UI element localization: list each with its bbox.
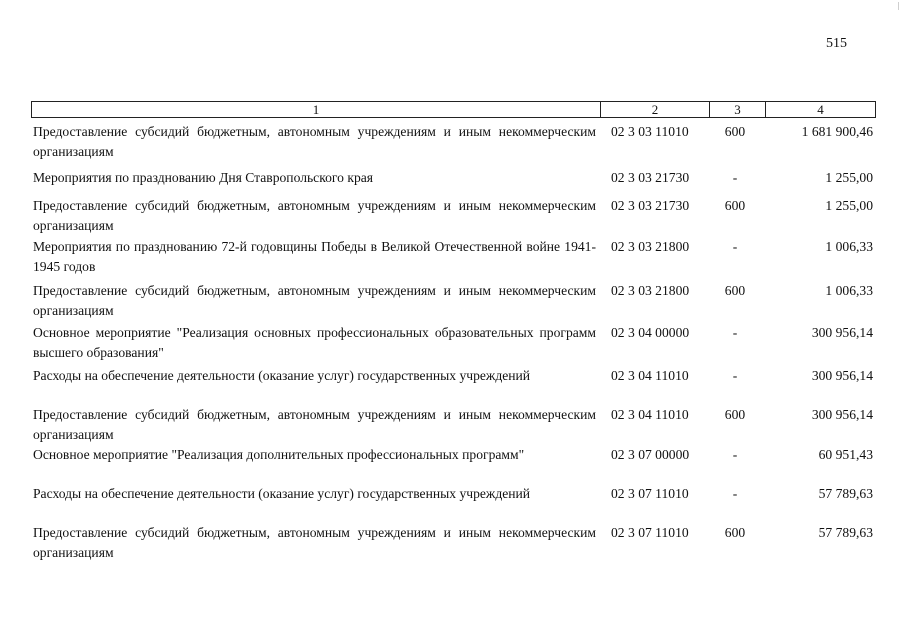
row-description: Основное мероприятие "Реализация основных профессиональных образовательных программ высшего образования" — [33, 325, 596, 360]
row-expense-type: 600 — [724, 283, 746, 298]
row-description: Мероприятия по празднованию 72-й годовщины Победы в Великой Отечественной войне 1941-1945 годов — [33, 239, 596, 274]
row-expense-type: 600 — [724, 198, 746, 213]
column-header-3: 3 — [710, 102, 766, 117]
row-code: 02 3 03 21730 — [611, 198, 690, 213]
row-amount: 300 956,14 — [811, 325, 873, 340]
row-expense-type: - — [732, 239, 738, 254]
page-number: 515 — [826, 36, 847, 51]
row-code: 02 3 03 21800 — [611, 239, 690, 254]
row-description: Расходы на обеспечение деятельности (оказание услуг) государственных учреждений — [33, 486, 531, 501]
row-expense-type: 600 — [724, 407, 746, 422]
row-code: 02 3 04 00000 — [611, 325, 690, 340]
row-code: 02 3 04 11010 — [611, 407, 689, 422]
row-code: 02 3 07 11010 — [611, 525, 689, 540]
row-description: Предоставление субсидий бюджетным, автономным учреждениям и иным некоммерческим организациям — [33, 407, 596, 442]
row-description: Основное мероприятие "Реализация дополнительных профессиональных программ" — [33, 447, 525, 462]
column-header-1: 1 — [32, 102, 601, 117]
row-description: Мероприятия по празднованию Дня Ставропольского края — [33, 170, 374, 185]
row-description: Предоставление субсидий бюджетным, автономным учреждениям и иным некоммерческим организациям — [33, 198, 596, 233]
row-code: 02 3 07 00000 — [611, 447, 690, 462]
row-amount: 1 006,33 — [825, 283, 873, 298]
row-amount: 1 255,00 — [825, 198, 873, 213]
table-header — [31, 101, 876, 118]
row-description: Предоставление субсидий бюджетным, автономным учреждениям и иным некоммерческим организациям — [33, 525, 596, 560]
row-code: 02 3 03 21730 — [611, 170, 690, 185]
row-expense-type: - — [732, 170, 738, 185]
row-amount: 60 951,43 — [818, 447, 873, 462]
row-expense-type: 600 — [724, 124, 746, 139]
column-header-2: 2 — [601, 102, 710, 117]
row-amount: 1 006,33 — [825, 239, 873, 254]
row-code: 02 3 03 11010 — [611, 124, 689, 139]
row-expense-type: - — [732, 447, 738, 462]
row-amount: 1 681 900,46 — [801, 124, 873, 139]
row-expense-type: - — [732, 368, 738, 383]
row-code: 02 3 07 11010 — [611, 486, 689, 501]
row-amount: 300 956,14 — [811, 407, 873, 422]
row-description: Предоставление субсидий бюджетным, автономным учреждениям и иным некоммерческим организациям — [33, 124, 596, 159]
row-description: Расходы на обеспечение деятельности (оказание услуг) государственных учреждений — [33, 368, 531, 383]
scan-edge-mark — [898, 2, 899, 10]
row-code: 02 3 03 21800 — [611, 283, 690, 298]
row-expense-type: - — [732, 325, 738, 340]
column-header-4: 4 — [817, 102, 824, 117]
row-amount: 300 956,14 — [811, 368, 873, 383]
row-amount: 57 789,63 — [818, 525, 873, 540]
row-description: Предоставление субсидий бюджетным, автономным учреждениям и иным некоммерческим организациям — [33, 283, 596, 318]
row-amount: 57 789,63 — [818, 486, 873, 501]
row-code: 02 3 04 11010 — [611, 368, 689, 383]
row-expense-type: - — [732, 486, 738, 501]
row-expense-type: 600 — [724, 525, 746, 540]
row-amount: 1 255,00 — [825, 170, 873, 185]
